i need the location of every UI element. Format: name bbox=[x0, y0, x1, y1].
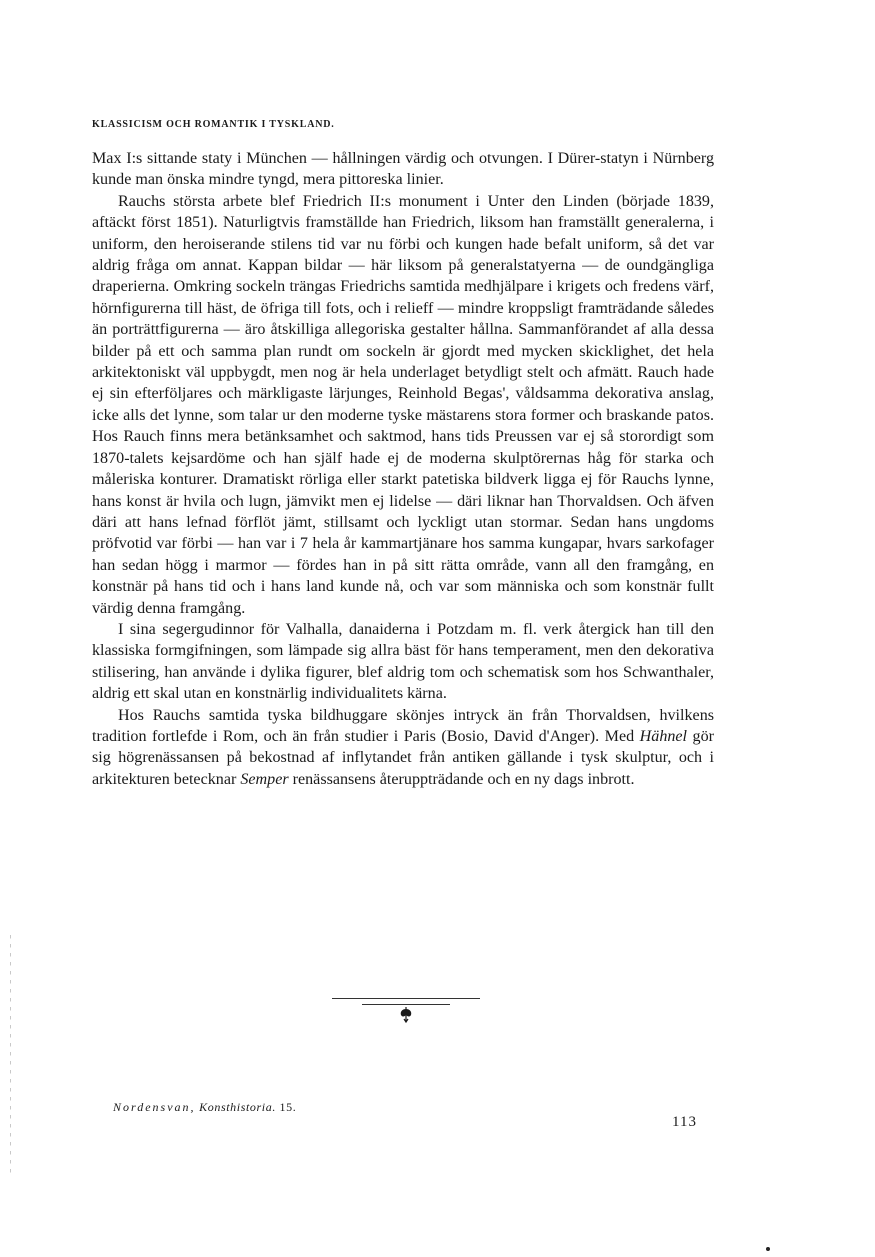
signature-title: Konsthistoria. bbox=[199, 1100, 276, 1114]
signature-sheet-number: 15. bbox=[279, 1100, 297, 1114]
paragraph-4 bbox=[92, 705, 714, 791]
paragraph-2: Rauchs största arbete blef Friedrich II:s monument i Unter den Linden (började 1839, aftäckt först 1851). Naturligtvis framställde han Friedrich, liksom han framställt generalerna, i uniform, den heroiserande stilens tid var nu förbi och kungen hade befalt uniform, så det var aldrig fråga om annat. Kappan bildar — här liksom på generalstatyerna — de oundgängliga draperierna. Omkring sockeln trängas Friedrichs samtida medhjälpare i krigets och fredens värf, hörnfigurerna till häst, de öfriga till fots, och i relieff — mindre kroppsligt framträdande således än porträttfigurerna — äro åtskilliga allegoriska gestalter hållna. Sammanförandet af alla dessa bilder på ett och samma plan rundt om sockeln är gjordt med mycken skicklighet, det hela arkitektoniskt väl uppbygdt, men nog är hela underlaget betydligt stelt och afmätt. Rauch hade ej sin efterföljares och märkligaste lärjunges, Reinhold Begas', våldsamma dekorativa anslag, icke alls det lynne, som talar ur den moderne tyske mästarens stora former och braskande patos. Hos Rauch finns mera betänksamhet och saktmod, hans tids Preussen var ej så storordigt som 1870-talets kejsardöme och han själf hade ej de moderna skulptörernas håg för starka och måleriska konturer. Dramatiskt rörliga eller starkt patetiska bildverk ligga ej för Rauchs lynne, hans konst är hvila och lugn, jämvikt men ej lidelse — däri liknar han Thorvaldsen. Och äfven däri att hans lefnad förflöt jämt, stillsamt och lyckligt utan stormar. Sedan hans ungdoms pröfvotid var förbi — han var i 7 hela år kammartjänare hos samma kungapar, hvars sarkofager han sedan högg i marmor — fördes han in på sitt rätta område, vann all den framgång, en konstnär på hans tid och i hans land kunde nå, och var som människa och som konstnär fullt värdig denna framgång. bbox=[92, 192, 714, 617]
paragraph-1: Max I:s sittande staty i München — hållningen värdig och otvungen. I Dürer-statyn i Nürnberg kunde man önska mindre tyngd, mera pittoreska linier. bbox=[92, 150, 714, 189]
divider-rule-bottom bbox=[362, 1004, 450, 1005]
page-number: 113 bbox=[672, 1114, 697, 1130]
divider-rule-top bbox=[332, 998, 480, 999]
section-divider bbox=[332, 998, 480, 1028]
name-semper: Semper bbox=[240, 770, 289, 788]
paragraph-4-part-3: renässansens återuppträdande och en ny dags inbrott. bbox=[288, 770, 635, 788]
paragraph-4-part-1: Hos Rauchs samtida tyska bildhuggare skönjes intryck än från Thorvaldsen, hvilkens tradition fortlefde i Rom, och än från studier i Paris (Bosio, David d'Anger). Med bbox=[92, 706, 714, 745]
paragraph-4-part-2: gör sig högrenässansen på bekostnad af inflytandet från antiken gällande i tysk skulptur, och i arkitekturen betecknar bbox=[92, 727, 714, 788]
name-hahnel: Hähnel bbox=[639, 727, 688, 745]
body-text bbox=[92, 148, 714, 790]
corner-dot bbox=[766, 1247, 770, 1251]
running-head: KLASSICISM OCH ROMANTIK I TYSKLAND. bbox=[92, 119, 335, 130]
printers-signature bbox=[113, 1100, 296, 1115]
fleuron-icon bbox=[399, 1006, 413, 1024]
signature-author: Nordensvan, bbox=[113, 1100, 196, 1114]
paragraph-3: I sina segergudinnor för Valhalla, danaiderna i Potzdam m. fl. verk återgick han till den klassiska formgifningen, som lämpade sig allra bäst för hans temperament, men den dekorativa stilisering, han använde i dylika figurer, blef aldrig tom och schematisk som hos Schwanthaler, aldrig ett skal utan en konstnärlig individualitets kärna. bbox=[92, 620, 714, 703]
margin-marks bbox=[10, 935, 13, 1175]
